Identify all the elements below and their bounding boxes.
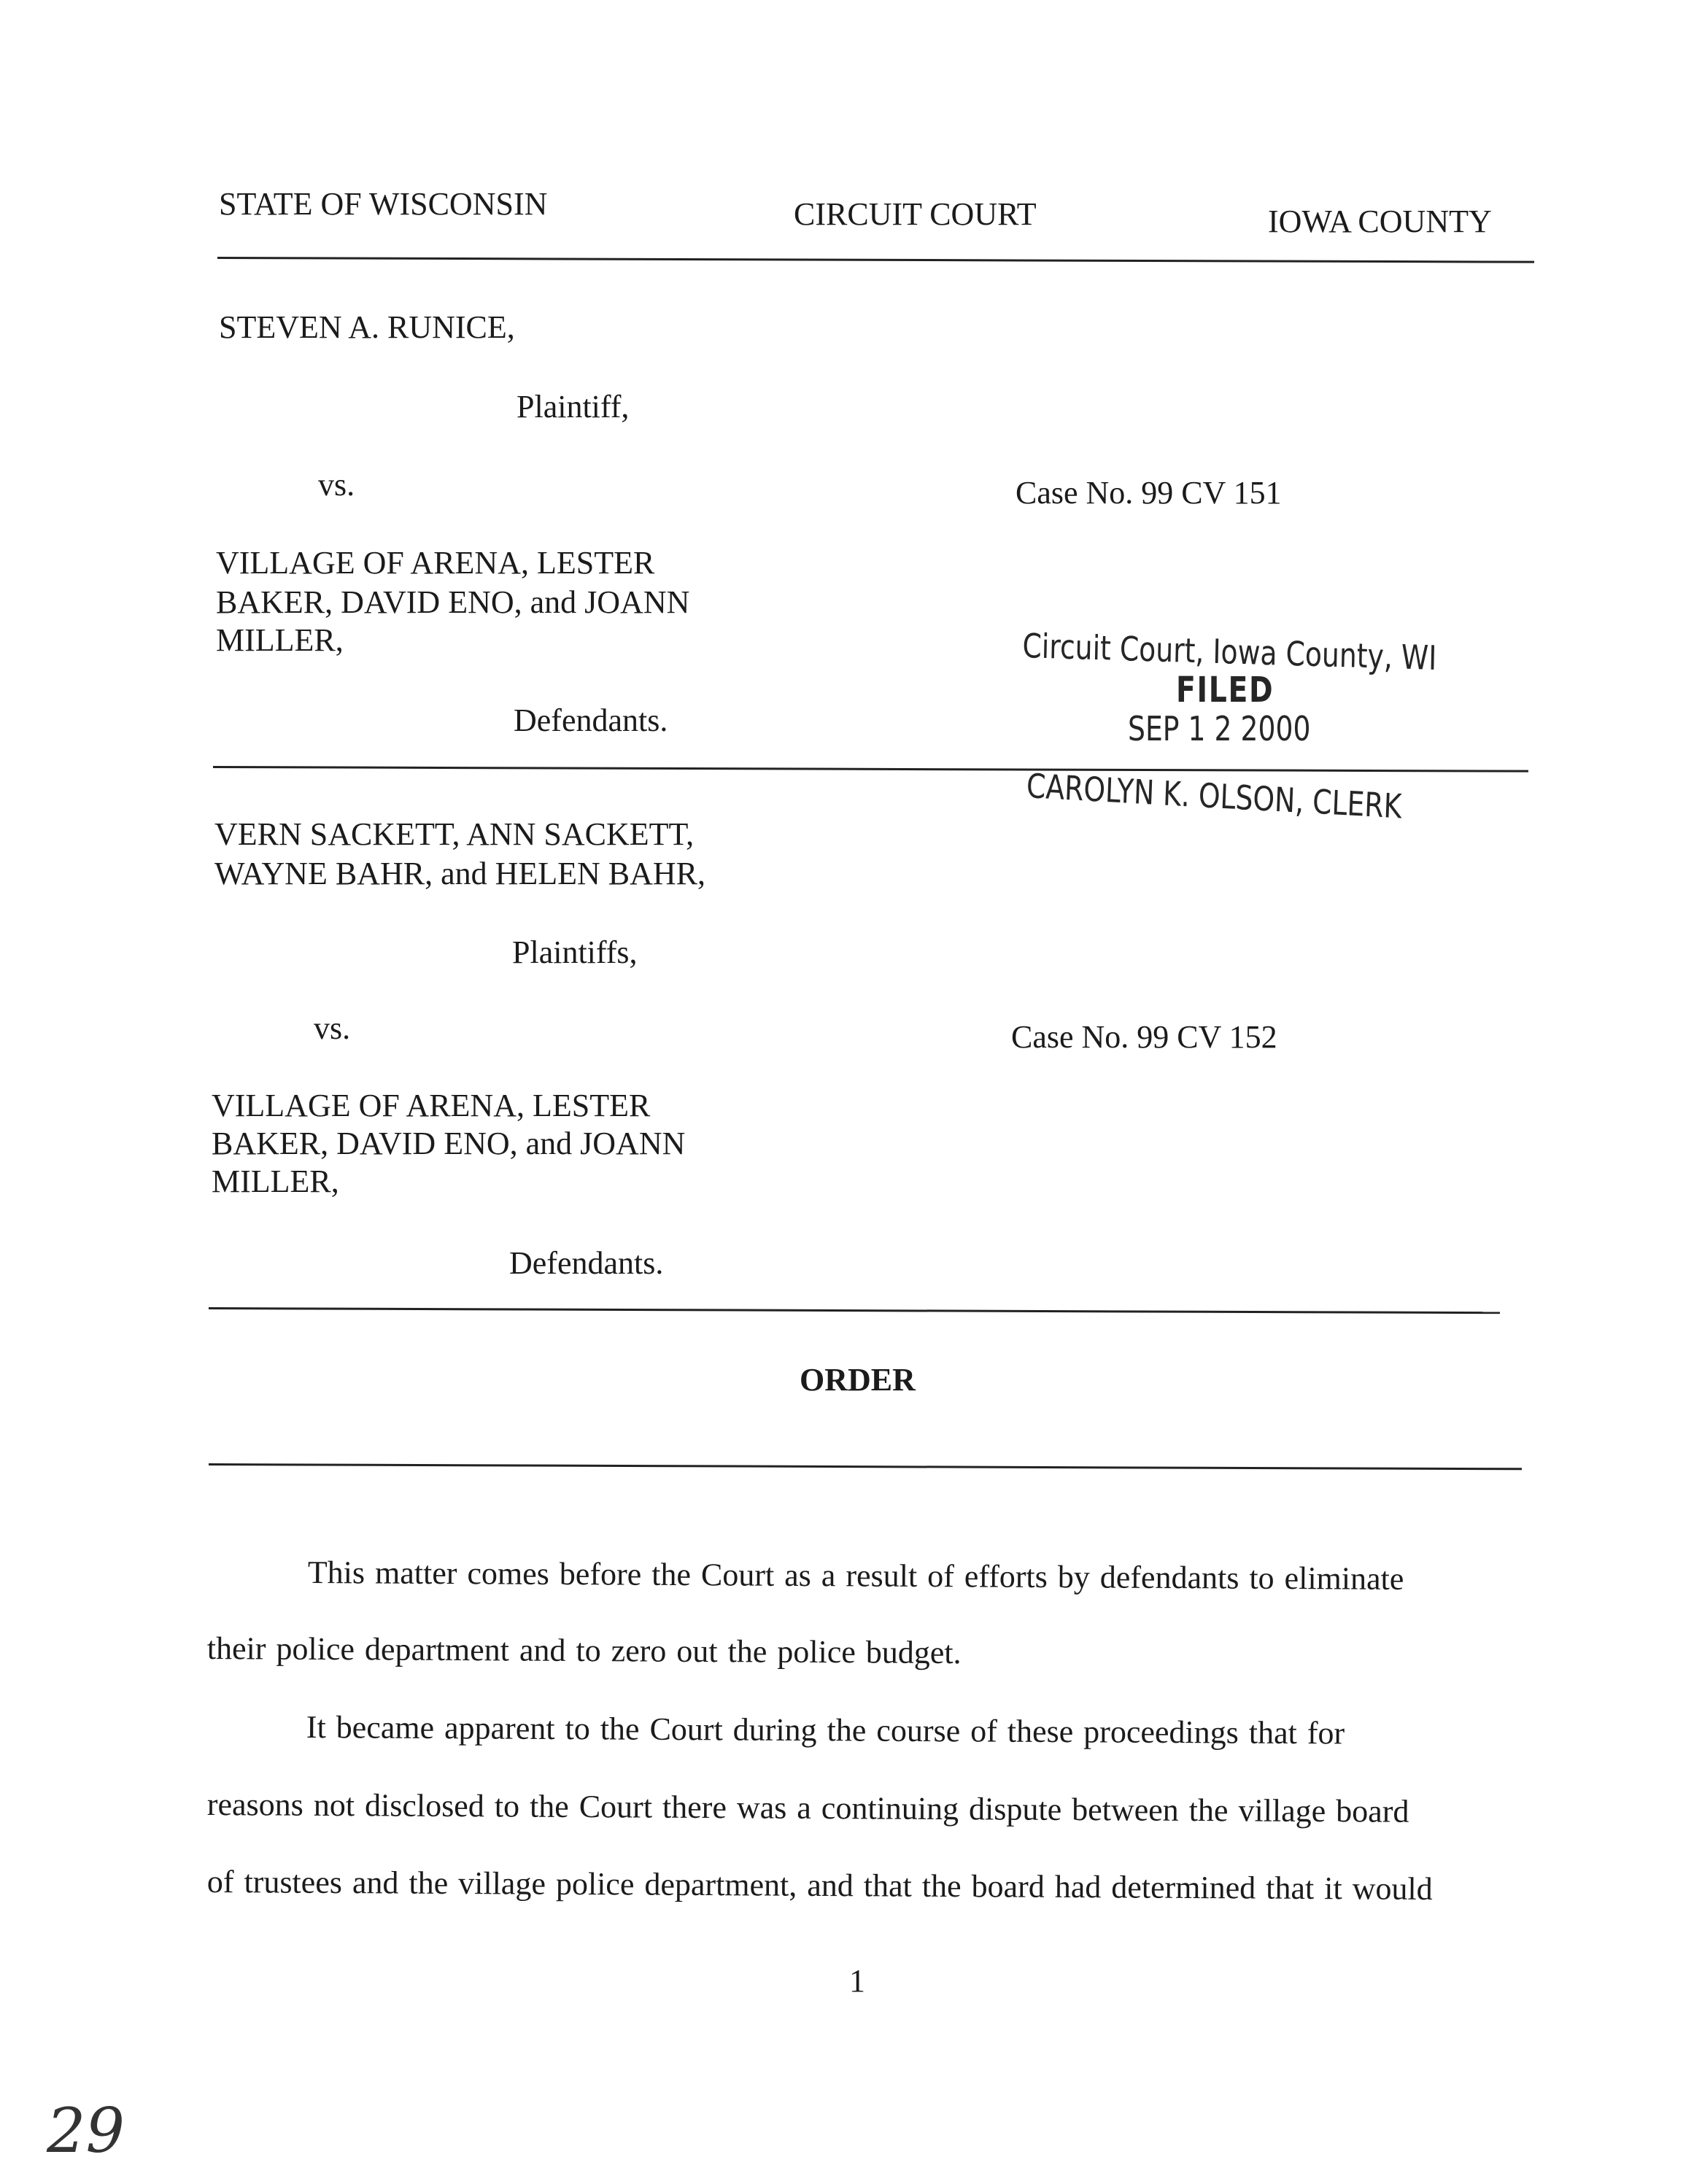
case1-defendants-label: Defendants.	[514, 702, 668, 738]
filed-stamp-filed: FILED	[1176, 670, 1274, 710]
filed-stamp-date: SEP 1 2 2000	[1128, 709, 1311, 748]
case1-defendants-line1: VILLAGE OF ARENA, LESTER	[216, 545, 655, 581]
case1-plaintiff-label: Plaintiff,	[517, 389, 630, 425]
case2-plaintiffs-label: Plaintiffs,	[512, 934, 638, 970]
case-divider	[213, 766, 1528, 772]
header-county: IOWA COUNTY	[1268, 204, 1492, 239]
case2-defendants-label: Defendants.	[509, 1245, 664, 1281]
body-p2-line2: reasons not disclosed to the Court there was a continuing dispute between the village board	[206, 1786, 1409, 1829]
header-divider	[217, 257, 1534, 263]
case2-plaintiffs-line2: WAYNE BAHR, and HELEN BAHR,	[214, 856, 706, 891]
body-p2-line3: of trustees and the village police department, and that the board had determined that it would	[206, 1864, 1433, 1907]
body-p1-line1: This matter comes before the Court as a result of efforts by defendants to eliminate	[307, 1554, 1404, 1597]
title-bottom-divider	[209, 1463, 1522, 1470]
case2-case-number: Case No. 99 CV 152	[1011, 1019, 1277, 1055]
case1-vs: vs.	[318, 467, 355, 503]
title-top-divider	[209, 1307, 1500, 1314]
handwritten-page-mark: 29	[47, 2095, 125, 2166]
case1-defendants-line3: MILLER,	[216, 622, 344, 658]
body-p1-line2: their police department and to zero out the police budget.	[206, 1630, 962, 1671]
header-state: STATE OF WISCONSIN	[219, 186, 548, 222]
page-number: 1	[849, 1963, 865, 1999]
header-court: CIRCUIT COURT	[794, 196, 1037, 232]
case1-plaintiff-name: STEVEN A. RUNICE,	[219, 309, 515, 345]
order-title: ORDER	[800, 1362, 916, 1398]
filed-stamp-clerk: CAROLYN K. OLSON, CLERK	[1026, 766, 1403, 826]
case2-defendants-line1: VILLAGE OF ARENA, LESTER	[212, 1088, 651, 1123]
case2-defendants-line2: BAKER, DAVID ENO, and JOANN	[212, 1126, 686, 1161]
case2-defendants-line3: MILLER,	[212, 1163, 339, 1199]
filed-stamp-court: Circuit Court, Iowa County, WI	[1021, 626, 1437, 678]
case2-vs: vs.	[314, 1010, 351, 1046]
case1-case-number: Case No. 99 CV 151	[1016, 475, 1282, 511]
body-p2-line1: It became apparent to the Court during the course of these proceedings that for	[306, 1709, 1345, 1751]
case1-defendants-line2: BAKER, DAVID ENO, and JOANN	[216, 584, 690, 620]
case2-plaintiffs-line1: VERN SACKETT, ANN SACKETT,	[214, 816, 695, 852]
